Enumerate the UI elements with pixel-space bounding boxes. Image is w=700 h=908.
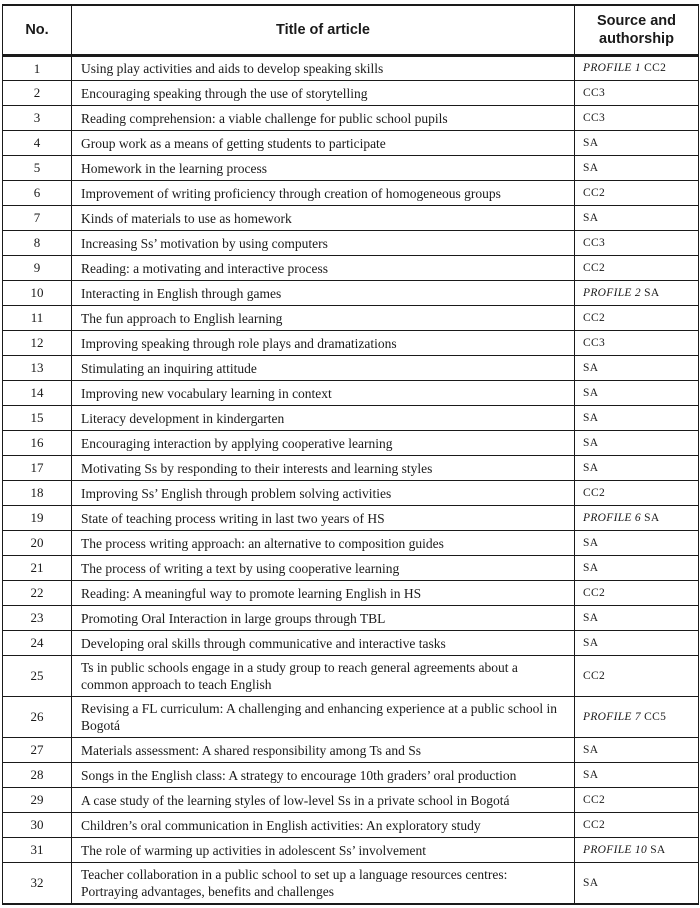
row-source [575,306,699,331]
row-source [575,81,699,106]
table-row [3,206,699,231]
row-title: Encouraging speaking through the use of storytelling [72,81,575,106]
row-number: 18 [3,481,72,506]
row-source-code: CC2 [583,793,605,806]
row-source-profile: PROFILE 6 [583,511,645,524]
row-title: Children’s oral communication in English activities: An exploratory study [72,813,575,838]
row-source [575,763,699,788]
row-source-code: SA [583,386,599,399]
row-source-code: CC2 [583,186,605,199]
row-number: 29 [3,788,72,813]
row-source [575,56,699,81]
row-source-code: CC3 [583,111,605,124]
row-source-profile: PROFILE 2 [583,286,645,299]
row-number: 11 [3,306,72,331]
col-header-title: Title of article [72,5,575,56]
row-title: Reading: a motivating and interactive process [72,256,575,281]
row-source-code: SA [583,161,599,174]
row-source [575,231,699,256]
row-number: 19 [3,506,72,531]
table-row [3,506,699,531]
row-number: 12 [3,331,72,356]
row-number: 6 [3,181,72,206]
row-source-code: CC2 [583,311,605,324]
row-title: The role of warming up activities in adolescent Ss’ involvement [72,838,575,863]
row-source [575,406,699,431]
row-number: 17 [3,456,72,481]
table-row [3,256,699,281]
row-title: Interacting in English through games [72,281,575,306]
row-number: 25 [3,656,72,697]
row-source [575,281,699,306]
articles-table [2,4,699,905]
row-number: 1 [3,56,72,81]
table-row [3,306,699,331]
header-row [3,5,699,56]
row-number: 31 [3,838,72,863]
row-title: Using play activities and aids to develop speaking skills [72,56,575,81]
table-row [3,656,699,697]
row-number: 7 [3,206,72,231]
row-source [575,863,699,905]
row-source-code: SA [583,536,599,549]
row-title: The process writing approach: an alternative to composition guides [72,531,575,556]
row-source-code: SA [583,876,599,889]
row-source [575,738,699,763]
row-source-code: SA [583,611,599,624]
row-number: 8 [3,231,72,256]
row-number: 10 [3,281,72,306]
table-row [3,481,699,506]
row-source-profile: PROFILE 7 [583,710,645,723]
table-row [3,531,699,556]
table-header [3,5,699,56]
row-number: 20 [3,531,72,556]
row-source-code: SA [583,461,599,474]
table-row [3,456,699,481]
row-source [575,131,699,156]
row-number: 22 [3,581,72,606]
row-title: Developing oral skills through communicative and interactive tasks [72,631,575,656]
row-title: Improving speaking through role plays and dramatizations [72,331,575,356]
row-number: 16 [3,431,72,456]
row-source-code: SA [583,743,599,756]
row-number: 28 [3,763,72,788]
row-source [575,381,699,406]
row-source [575,356,699,381]
row-title: Materials assessment: A shared responsibility among Ts and Ss [72,738,575,763]
row-source-code: SA [583,436,599,449]
table-row [3,106,699,131]
row-source-code: CC3 [583,336,605,349]
row-title: Stimulating an inquiring attitude [72,356,575,381]
row-source [575,556,699,581]
table-row [3,156,699,181]
row-source-code: SA [583,411,599,424]
row-source-code: CC2 [583,261,605,274]
table-row [3,406,699,431]
row-source-code: SA [650,843,666,856]
table-row [3,131,699,156]
table-body [3,56,699,905]
row-source-code: SA [644,286,660,299]
row-title: Ts in public schools engage in a study group to reach general agreements about a common approach to teach English [72,656,575,697]
row-source-code: CC3 [583,86,605,99]
table-row [3,631,699,656]
row-source-code: SA [583,211,599,224]
row-number: 15 [3,406,72,431]
row-number: 5 [3,156,72,181]
row-source-profile: PROFILE 10 [583,843,651,856]
row-source [575,531,699,556]
table-row [3,813,699,838]
row-number: 9 [3,256,72,281]
row-source [575,788,699,813]
row-source-code: CC2 [583,818,605,831]
row-source-code: SA [644,511,660,524]
row-source-code: SA [583,136,599,149]
row-source-code: CC2 [583,486,605,499]
row-source [575,331,699,356]
table-row [3,56,699,81]
row-source-code: CC5 [644,710,667,723]
row-title: Teacher collaboration in a public school to set up a language resources centres: Portraying advantages, benefits and challenges [72,863,575,905]
table-row [3,181,699,206]
col-header-source: Source and authorship [575,5,699,56]
row-source-code: SA [583,768,599,781]
row-title: Motivating Ss by responding to their interests and learning styles [72,456,575,481]
row-source [575,206,699,231]
table-row [3,381,699,406]
row-title: Songs in the English class: A strategy to encourage 10th graders’ oral production [72,763,575,788]
table-row [3,697,699,738]
row-number: 3 [3,106,72,131]
row-title: Improving new vocabulary learning in context [72,381,575,406]
row-source [575,256,699,281]
row-number: 32 [3,863,72,905]
row-source-code: CC2 [583,586,605,599]
table-row [3,231,699,256]
row-source-code: SA [583,361,599,374]
col-header-no: No. [3,5,72,56]
row-source [575,813,699,838]
row-number: 14 [3,381,72,406]
row-source-code: CC2 [583,669,605,682]
row-title: Literacy development in kindergarten [72,406,575,431]
row-title: Kinds of materials to use as homework [72,206,575,231]
table-row [3,281,699,306]
row-title: Reading comprehension: a viable challenge for public school pupils [72,106,575,131]
row-number: 24 [3,631,72,656]
row-source [575,456,699,481]
row-title: Homework in the learning process [72,156,575,181]
table-row [3,581,699,606]
row-source [575,697,699,738]
row-source-code: SA [583,636,599,649]
table-row [3,763,699,788]
row-number: 23 [3,606,72,631]
table-row [3,788,699,813]
row-title: Revising a FL curriculum: A challenging and enhancing experience at a public school in Bogotá [72,697,575,738]
table-row [3,431,699,456]
row-source [575,838,699,863]
row-source [575,106,699,131]
row-source [575,156,699,181]
row-title: State of teaching process writing in last two years of HS [72,506,575,531]
row-title: Encouraging interaction by applying cooperative learning [72,431,575,456]
row-number: 27 [3,738,72,763]
row-title: Reading: A meaningful way to promote learning English in HS [72,581,575,606]
row-number: 4 [3,131,72,156]
row-source [575,181,699,206]
table-row [3,738,699,763]
table-row [3,331,699,356]
table-row [3,606,699,631]
row-source [575,656,699,697]
table-row [3,863,699,905]
row-title: Group work as a means of getting students to participate [72,131,575,156]
row-source-profile: PROFILE 1 [583,62,645,74]
row-source-code: CC2 [644,62,667,74]
row-title: Improving Ss’ English through problem solving activities [72,481,575,506]
row-title: The process of writing a text by using cooperative learning [72,556,575,581]
row-source [575,506,699,531]
table-row [3,556,699,581]
row-source-code: SA [583,561,599,574]
row-source [575,481,699,506]
row-source [575,431,699,456]
table-row [3,356,699,381]
row-source [575,606,699,631]
row-number: 21 [3,556,72,581]
row-title: Increasing Ss’ motivation by using computers [72,231,575,256]
row-title: A case study of the learning styles of low-level Ss in a private school in Bogotá [72,788,575,813]
table-row [3,838,699,863]
row-number: 30 [3,813,72,838]
row-number: 26 [3,697,72,738]
row-source-code: CC3 [583,236,605,249]
row-number: 2 [3,81,72,106]
row-title: Improvement of writing proficiency through creation of homogeneous groups [72,181,575,206]
table-row [3,81,699,106]
row-source [575,631,699,656]
row-number: 13 [3,356,72,381]
row-title: The fun approach to English learning [72,306,575,331]
row-title: Promoting Oral Interaction in large groups through TBL [72,606,575,631]
row-source [575,581,699,606]
